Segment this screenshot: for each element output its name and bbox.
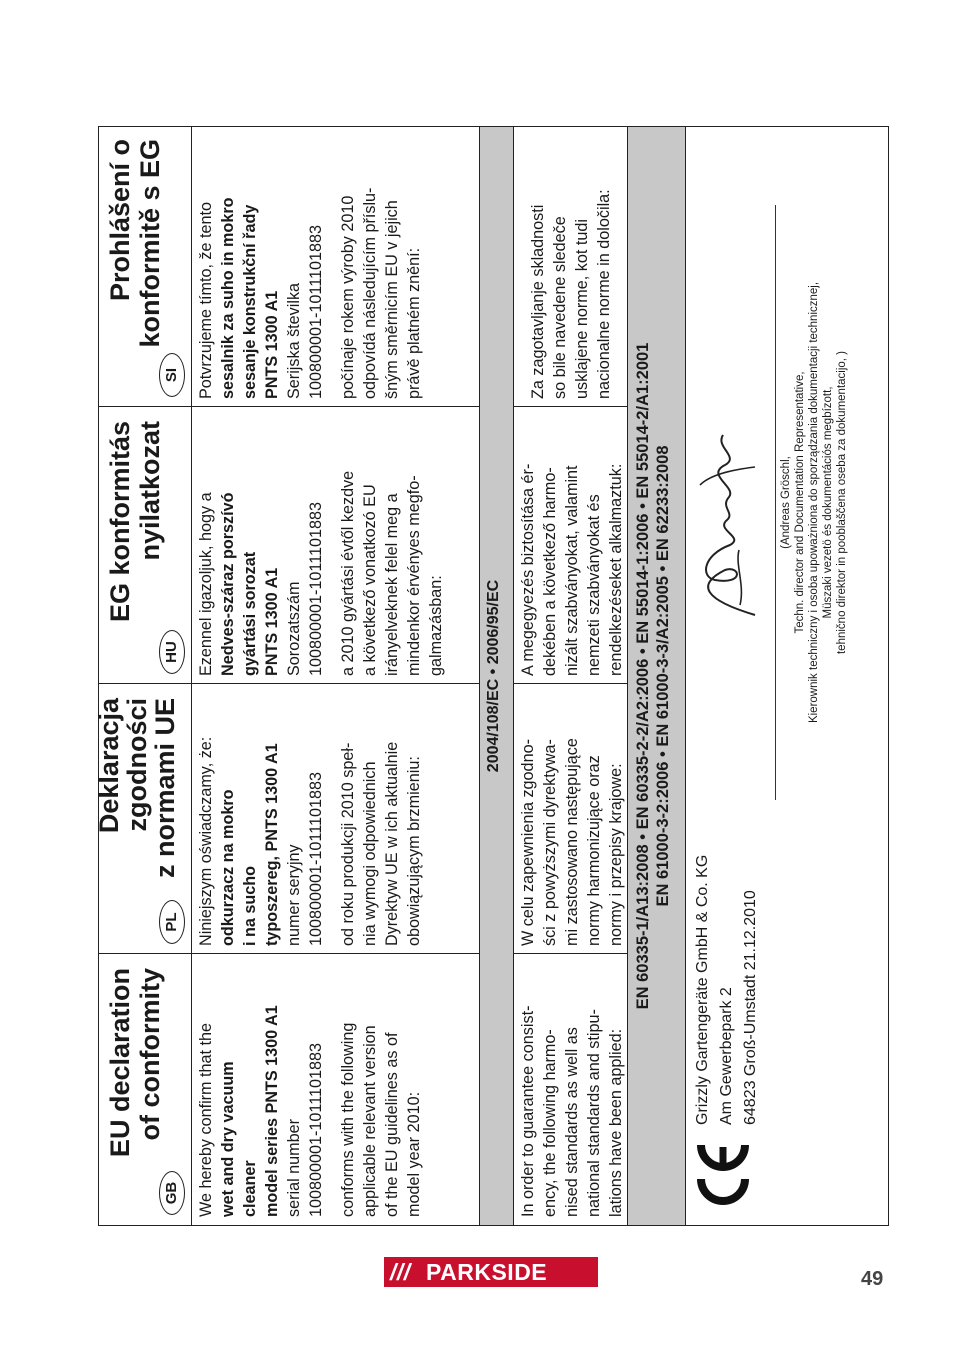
conform-pl-4: obowiązującym brzmieniu: xyxy=(405,756,423,946)
header-si xyxy=(99,125,191,407)
std-pl xyxy=(513,684,627,954)
body-pl xyxy=(191,684,479,954)
std-si-2: so bile navedene sledeče xyxy=(551,216,569,399)
logo-slashes-icon: /// xyxy=(390,1259,411,1285)
conform-hu-1: a 2010 gyártási évtől kezdve xyxy=(339,470,357,676)
signatory-line-3: Kierownik techniczny i osoba upoważniona do sporządzania dokumentacji technicznej, xyxy=(808,281,820,724)
signatory-line-1: (Andreas Gröschl, xyxy=(780,456,792,549)
std-gb xyxy=(513,954,627,1225)
conform-si-1: počínaje rokem výroby 2010 xyxy=(339,195,357,399)
std-hu-5: rendelkezéseket alkalmaztuk: xyxy=(607,463,625,676)
conform-si-4: právě platném znění: xyxy=(405,247,423,399)
page-number: 49 xyxy=(861,1268,884,1290)
product-pl-1: odkurzacz na mokro xyxy=(219,789,237,946)
address-line-3: 64823 Groß-Umstadt 21.12.2010 xyxy=(742,890,759,1125)
title-si-line2: konformitě s EG xyxy=(135,139,165,348)
std-pl-1: W celu zapewnienia zgodno- xyxy=(519,739,537,946)
product-si-3: PNTS 1300 A1 xyxy=(263,290,281,399)
std-hu xyxy=(513,407,627,684)
signatory-block xyxy=(779,205,849,800)
conform-gb-1: conforms with the following xyxy=(339,1022,357,1217)
product-si-2: sesanje konstrukční řady xyxy=(241,204,259,399)
serial-label-pl: numer seryjny xyxy=(285,844,303,946)
std-pl-5: normy i przepisy krajowe: xyxy=(607,763,625,946)
body-row xyxy=(191,127,479,1225)
conform-si-2: odpovídá následujícím příslu- xyxy=(361,187,379,399)
serial-label-gb: serial number xyxy=(285,1118,303,1217)
declaration-frame xyxy=(94,126,889,1226)
standards-bar xyxy=(627,127,685,1225)
std-gb-5: lations have been applied: xyxy=(607,1028,625,1217)
std-si-3: usklajene norme, kot tudi xyxy=(573,219,591,399)
serial-gb: 100800001-1011101883 xyxy=(307,1042,325,1217)
body-si xyxy=(191,125,479,407)
std-pl-2: ści z powyższymi dyrektywa- xyxy=(541,739,559,946)
body-hu xyxy=(191,407,479,684)
conform-hu-5: galmazásban: xyxy=(427,575,445,676)
brand-name: PARKSIDE xyxy=(426,1259,548,1285)
standards-text-row xyxy=(513,127,627,1225)
address-line-2: Am Gewerbepark 2 xyxy=(718,987,735,1125)
std-gb-3: nised standards as well as xyxy=(563,1027,581,1217)
product-gb-3: model series PNTS 1300 A1 xyxy=(263,1005,281,1217)
title-gb-line2: of conformity xyxy=(135,968,165,1141)
serial-pl: 100800001-1011101883 xyxy=(307,771,325,946)
signatory-line-4: Müszaki vezetö és dokumentációs megbízott, xyxy=(822,386,834,619)
conform-si-3: šným směrnicím EU v jejich xyxy=(383,200,401,399)
signatory-line-5: tehnično direktor in pooblaščena oseba za dokumentacijo, ) xyxy=(836,350,848,655)
product-hu-2: gyártási sorozat xyxy=(241,551,259,676)
country-badge-hu: HU xyxy=(159,630,185,674)
conform-hu-3: irányelveknek felel meg a xyxy=(383,493,401,676)
std-pl-4: normy harmonizujące oraz xyxy=(585,755,603,946)
intro-pl: Niniejszym oświadczamy, że: xyxy=(197,736,215,946)
conform-gb-3: of the EU guidelines as of xyxy=(383,1032,401,1217)
intro-gb: We hereby confirm that the xyxy=(197,1022,215,1217)
product-si-1: sesalnik za suho in mokro xyxy=(219,197,237,399)
product-hu-1: Nedves-száraz porszívó xyxy=(219,492,237,676)
product-gb-2: cleaner xyxy=(241,1160,259,1217)
title-pl-line1: Deklaracja xyxy=(94,698,124,834)
signatory-line-2: Techn. director and Documentation Representative, xyxy=(794,371,806,634)
address-line-1: Grizzly Gartengeräte GmbH & Co. KG xyxy=(694,854,711,1125)
std-pl-3: mi zastosowano następujące xyxy=(563,738,581,946)
signature-icon xyxy=(685,405,777,625)
std-si xyxy=(513,125,627,407)
manufacturer-address xyxy=(683,785,763,1125)
std-gb-4: national standards and stipu- xyxy=(585,1009,603,1217)
standards-line-1: EN 60335-1/A13:2008 • EN 60335-2-2/A2:2006 • EN 55014-1:2006 • EN 55014-2/A1:2001 xyxy=(634,342,652,1010)
std-gb-2: ency, the following harmo- xyxy=(541,1029,559,1217)
header-row xyxy=(94,127,191,1225)
product-gb-1: wet and dry vacuum xyxy=(219,1061,237,1217)
std-gb-1: In order to guarantee consist- xyxy=(519,1005,537,1217)
body-gb xyxy=(191,954,479,1225)
directives-bar: 2004/108/EC • 2006/95/EC xyxy=(479,127,513,1225)
std-hu-1: A megegyezés biztosítása ér- xyxy=(519,463,537,676)
conform-gb-2: applicable relevant version xyxy=(361,1025,379,1217)
country-badge-si: SI xyxy=(159,353,185,397)
product-pl-3: typoszereg, PNTS 1300 A1 xyxy=(263,743,281,946)
conform-hu-4: mindenkor érvényes megfo- xyxy=(405,475,423,676)
std-hu-3: nizált szabványokat, valamint xyxy=(563,465,581,676)
ce-mark-icon xyxy=(693,1139,753,1209)
std-si-4: nacionalne norme in določila: xyxy=(595,189,613,399)
conform-pl-3: Dyrektyw UE w ich aktualnie xyxy=(383,741,401,946)
serial-label-si: Serijska številka xyxy=(285,282,303,399)
parkside-logo xyxy=(384,1257,598,1287)
std-hu-2: dekében a következő harmo- xyxy=(541,467,559,676)
header-hu xyxy=(99,407,191,684)
product-hu-3: PNTS 1300 A1 xyxy=(263,567,281,676)
title-gb-line1: EU declaration xyxy=(105,968,135,1158)
conform-pl-2: nia wymogi odpowiednich xyxy=(361,761,379,946)
title-hu-line2: nyilatkozat xyxy=(135,421,165,561)
standards-line-2: EN 61000-3-2:2006 • EN 61000-3-3/A2:2005 • EN 62233:2008 xyxy=(654,445,672,907)
intro-hu: Ezennel igazoljuk, hogy a xyxy=(197,492,215,676)
product-pl-2: i na sucho xyxy=(241,865,259,946)
header-gb xyxy=(99,954,191,1225)
title-pl-line2: zgodności xyxy=(122,698,152,832)
serial-hu: 100800001-1011101883 xyxy=(307,501,325,676)
title-si-line1: Prohlášení o xyxy=(105,139,135,302)
title-hu-line1: EG konformitás xyxy=(105,421,135,623)
conform-hu-2: a következő vonatkozó EU xyxy=(361,484,379,676)
conform-pl-1: od roku produkcji 2010 speł- xyxy=(339,742,357,946)
serial-label-hu: Sorozatszám xyxy=(285,581,303,676)
header-pl xyxy=(94,684,191,954)
serial-si: 100800001-1011101883 xyxy=(307,224,325,399)
std-si-1: Za zagotavljanje skladnosti xyxy=(529,204,547,399)
conform-gb-4: model year 2010: xyxy=(405,1091,423,1217)
country-badge-gb: GB xyxy=(159,1171,185,1215)
intro-si: Potvrzujeme tímto, že tento xyxy=(197,201,215,399)
std-hu-4: nemzeti szabványokat és xyxy=(585,494,603,676)
footer-row xyxy=(685,127,890,1225)
country-badge-pl: PL xyxy=(159,900,185,944)
title-pl-line3: z normami UE xyxy=(150,698,180,879)
